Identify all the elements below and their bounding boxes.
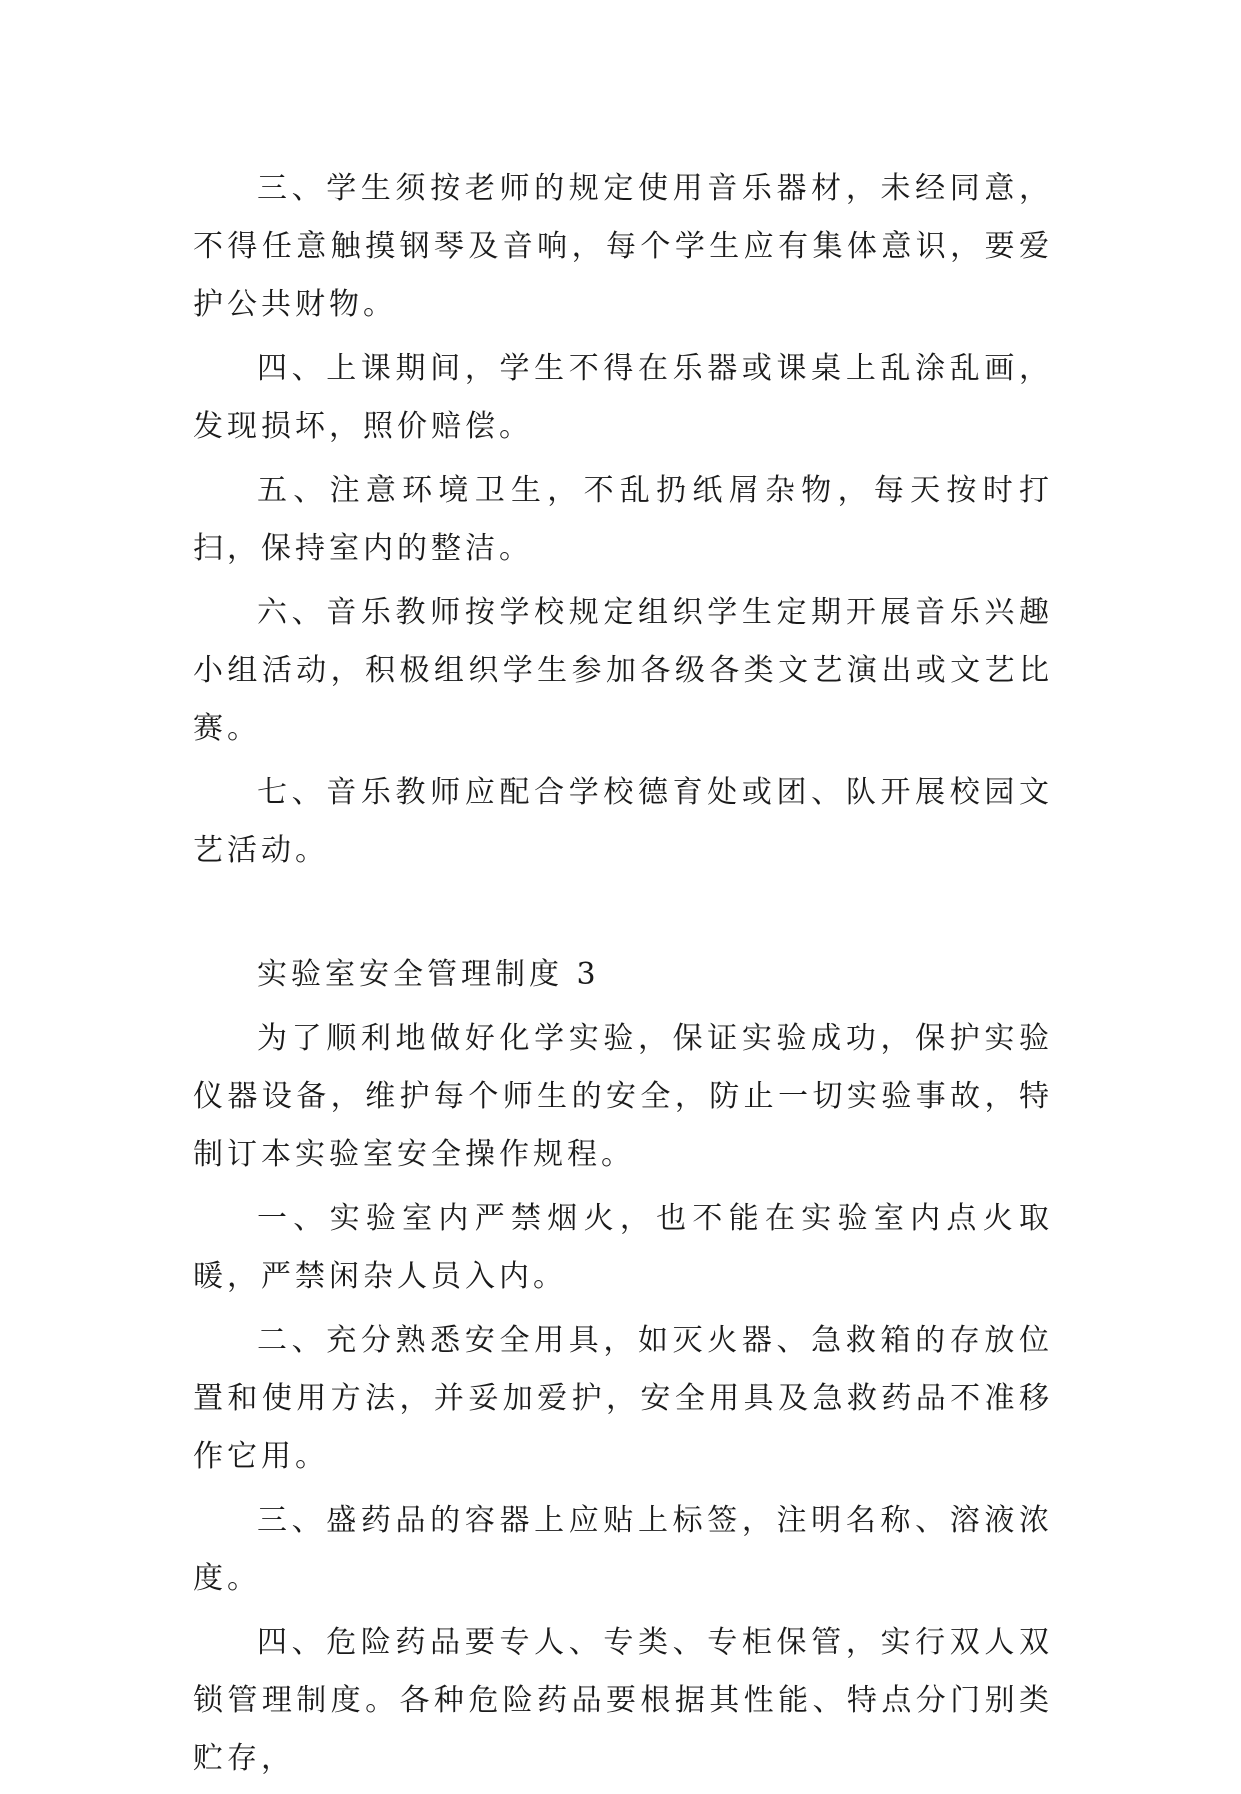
paragraph-rule-4-music: 四、上课期间，学生不得在乐器或课桌上乱涂乱画，发现损坏，照价赔偿。 — [193, 351, 1053, 444]
paragraph-rule-7-music: 七、音乐教师应配合学校德育处或团、队开展校园文艺活动。 — [193, 775, 1053, 868]
paragraph-rule-5-music: 五、注意环境卫生，不乱扔纸屑杂物，每天按时打扫，保持室内的整洁。 — [193, 473, 1053, 566]
paragraph-rule-6-music: 六、音乐教师按学校规定组织学生定期开展音乐兴趣小组活动，积极组织学生参加各级各类文艺演出或文艺比赛。 — [193, 595, 1053, 746]
paragraph-lab-rule-3: 三、盛药品的容器上应贴上标签，注明名称、溶液浓度。 — [193, 1503, 1053, 1596]
paragraph-lab-rule-1: 一、实验室内严禁烟火，也不能在实验室内点火取暖，严禁闲杂人员入内。 — [193, 1201, 1053, 1294]
paragraph-lab-rule-2: 二、充分熟悉安全用具，如灭火器、急救箱的存放位置和使用方法，并妥加爱护，安全用具及急救药品不准移作它用。 — [193, 1323, 1053, 1474]
section-title: 实验室安全管理制度 3 — [257, 957, 600, 992]
document-page — [193, 160, 1053, 1794]
section-spacer — [193, 886, 1053, 946]
paragraph-rule-3-music: 三、学生须按老师的规定使用音乐器材，未经同意，不得任意触摸钢琴及音响，每个学生应有集体意识，要爱护公共财物。 — [193, 171, 1053, 322]
paragraph-lab-intro: 为了顺利地做好化学实验，保证实验成功，保护实验仪器设备，维护每个师生的安全，防止一切实验事故，特制订本实验室安全操作规程。 — [193, 1021, 1053, 1172]
paragraph-lab-rule-4: 四、危险药品要专人、专类、专柜保管，实行双人双锁管理制度。各种危险药品要根据其性能、特点分门别类贮存， — [193, 1625, 1053, 1776]
